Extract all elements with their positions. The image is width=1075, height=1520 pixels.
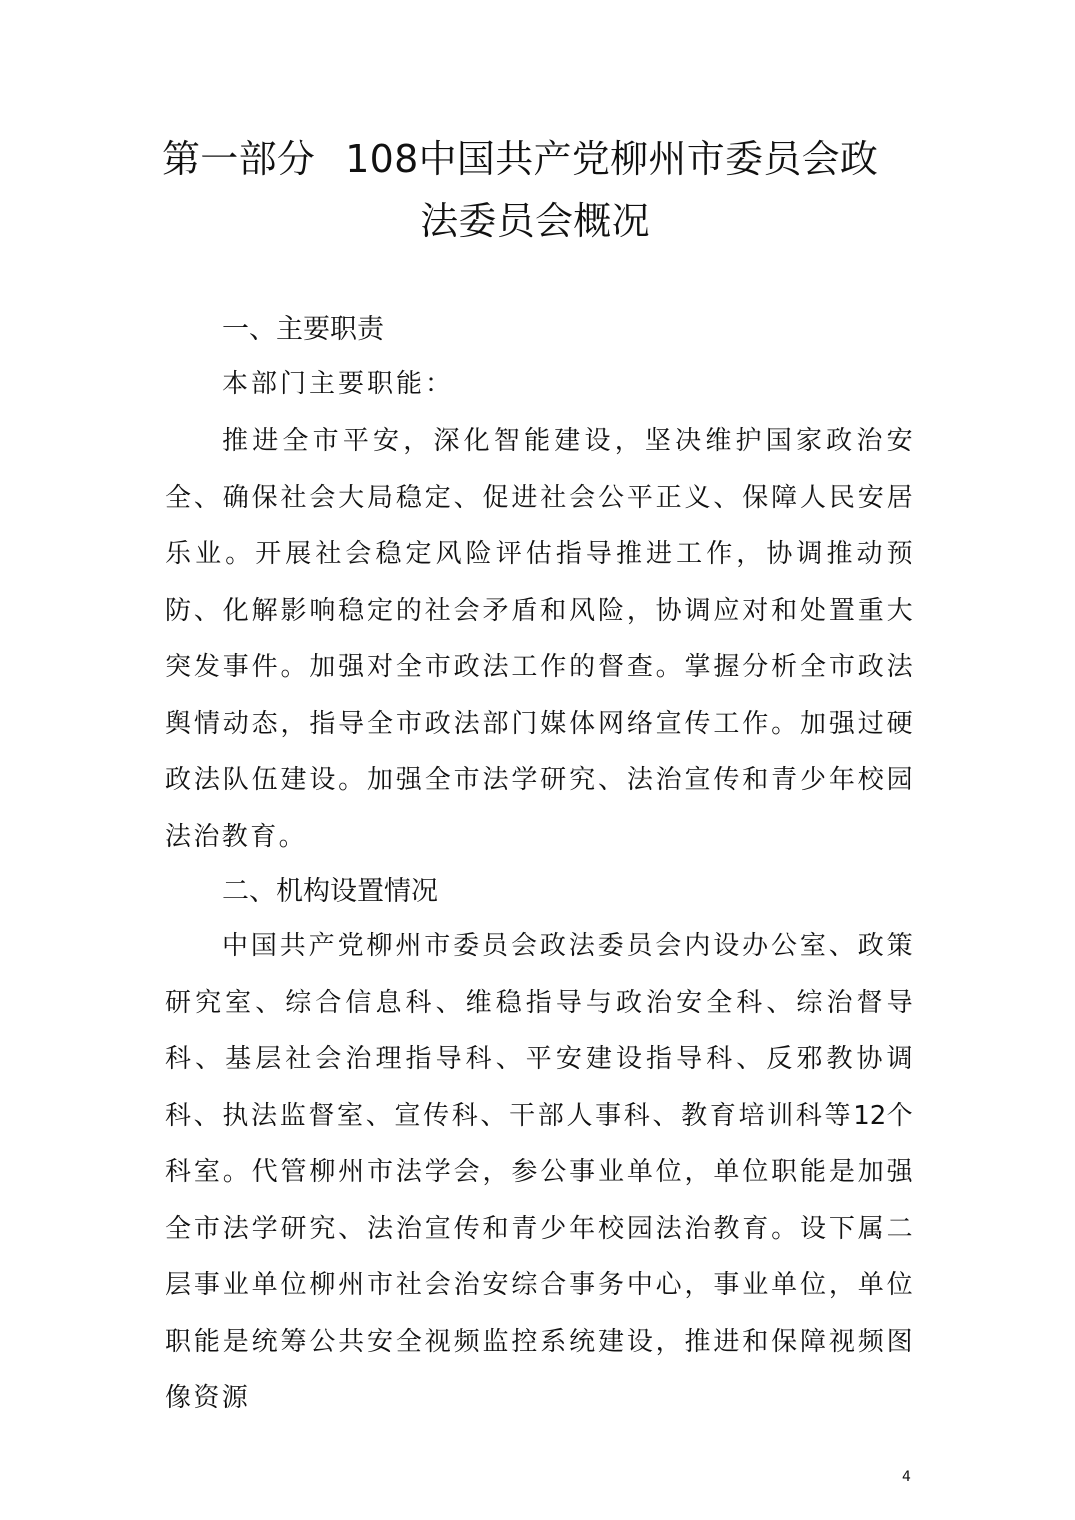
responsibilities-body: 推进全市平安，深化智能建设，坚决维护国家政治安全、确保社会大局稳定、促进社会公平正义、保障人民安居乐业。开展社会稳定风险评估指导推进工作，协调推动预防、化解影响稳定的社会矛盾和风险，协调应对和处置重大突发事件。加强对全市政法工作的督查。掌握分析全市政法舆情动态，指导全市政法部门媒体网络宣传工作。加强过硬政法队伍建设。加强全市法学研究、法治宣传和青少年校园法治教育。: [165, 426, 915, 852]
office-count: 12: [853, 1100, 887, 1131]
title-part-label: 第一部分: [162, 137, 316, 181]
title-organization: 108中国共产党柳州市委员会政: [345, 137, 879, 181]
page-title: [162, 128, 922, 252]
title-line-2: 法委员会概况: [420, 199, 650, 243]
organization-body-part2: 个科室。代管柳州市法学会，参公事业单位，单位职能是加强全市法学研究、法治宣传和青少年校园法治教育。设下属二层事业单位柳州市社会治安综合事务中心，事业单位，单位职能是统筹公共安全视频监控系统建设，推进和保障视频图像资源: [165, 1100, 915, 1413]
section-heading-responsibilities: 一、主要职责: [222, 314, 384, 345]
page-number: 4: [902, 1469, 911, 1485]
organization-body-part1: 中国共产党柳州市委员会政法委员会内设办公室、政策研究室、综合信息科、维稳指导与政治安全科、综治督导科、基层社会治理指导科、平安建设指导科、反邪教协调科、执法监督室、宣传科、干部人事科、教育培训科等: [165, 931, 915, 1131]
responsibilities-intro: 本部门主要职能：: [222, 369, 455, 399]
title-line-1: [162, 128, 922, 190]
section-heading-organization: 二、机构设置情况: [222, 876, 438, 907]
organization-body: [165, 918, 915, 1427]
